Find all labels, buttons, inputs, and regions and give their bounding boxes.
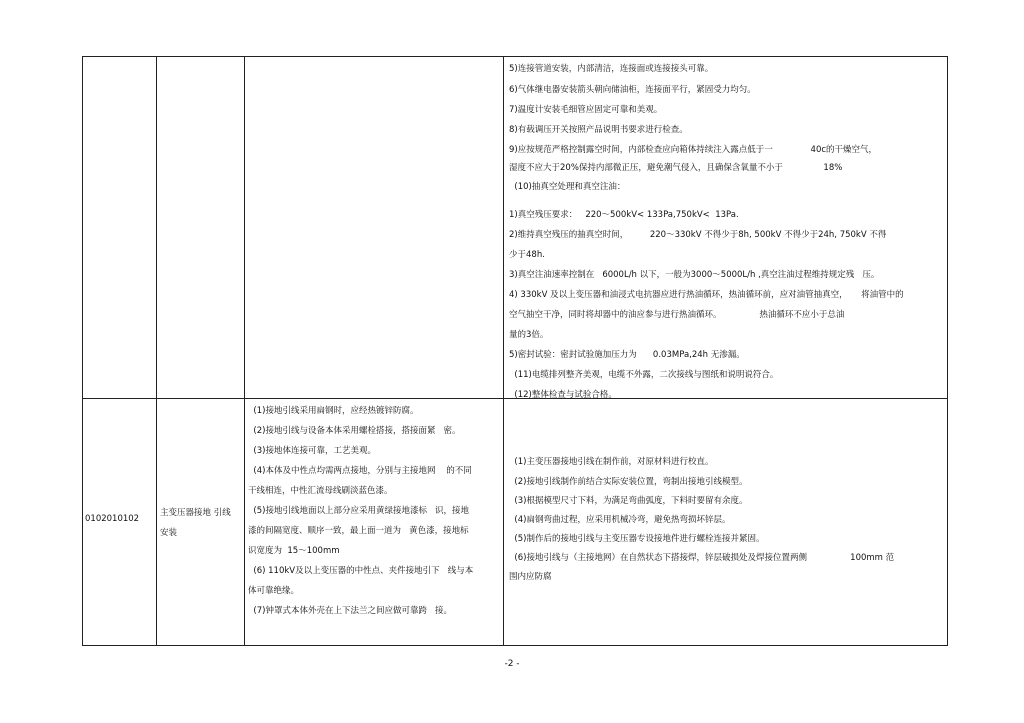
- text-line: (2)接地引线与设备本体采用螺栓搭接，搭接面紧 密。: [248, 426, 461, 436]
- text-line: (2)接地引线制作前结合实际安装位置，弯制出接地引线模型。: [509, 477, 748, 487]
- text-line: 围内应防腐: [509, 572, 552, 582]
- text-line: 2)维持真空残压的抽真空时间， 220～330kV 不得少于8h, 500kV 不得少于24h, 750kV 不得: [509, 230, 887, 240]
- text-line: (10)抽真空处理和真空注油：: [509, 182, 626, 192]
- text-line: (7)钟罩式本体外壳在上下法兰之间应做可靠跨 接。: [248, 606, 453, 616]
- text-line: (6)接地引线与（主接地网）在自然状态下搭接焊，锌层破损处及焊接位置两侧 100mm 范: [509, 553, 895, 563]
- text-line: 5)密封试验：密封试验施加压力为 0.03MPa,24h 无渗漏。: [509, 350, 745, 360]
- text-line: 漆的间隔宽度、顺序一致，最上面一道为 黄色漆，接地标: [248, 526, 469, 536]
- text-line: (6) 110kV及以上变压器的中性点、夹件接地引下 线与本: [248, 566, 474, 576]
- text-line: (5)接地引线地面以上部分应采用黄绿接地漆标 识，接地: [248, 506, 470, 516]
- text-line: 3)真空注油速率控制在 6000L/h 以下，一般为3000～5000L/h ,真空注油过程维持规定残 压。: [509, 270, 880, 280]
- text-line: 8)有载调压开关按照产品说明书要求进行检查。: [509, 125, 688, 135]
- text-line: (4)本体及中性点均需两点接地，分别与主接地网 的不同: [248, 466, 472, 476]
- text-line: 体可靠绝缘。: [248, 586, 300, 596]
- text-line: 5)连接管道安装，内部清洁，连接面或连接接头可靠。: [509, 64, 714, 74]
- text-line: (3)根据模型尺寸下料，为满足弯曲弧度，下料时要留有余度。: [509, 496, 748, 506]
- item-name-line: 主变压器接地 引线: [160, 508, 231, 518]
- text-line: 1)真空残压要求： 220～500kV< 133Pa,750kV< 13Pa.: [509, 210, 739, 220]
- text-line: (3)接地体连接可靠，工艺美观。: [248, 446, 376, 456]
- text-line: 湿度不应大于20%保持内部微正压，避免潮气侵入，且确保含氧量不小于 18%: [509, 163, 843, 173]
- text-line: (11)电缆排列整齐美观，电缆不外露，二次接线与图纸和说明说符合。: [509, 370, 779, 380]
- text-line: 干线相连，中性汇流母线刷淡蓝色漆。: [248, 486, 393, 496]
- text-line: 4) 330kV 及以上变压器和油浸式电抗器应进行热油循环，热油循环前，应对油管抽真空， 将油管中的: [509, 290, 904, 300]
- page-number: -2 -: [504, 659, 520, 669]
- text-line: (4)扁钢弯曲过程，应采用机械冷弯，避免热弯损坏锌层。: [509, 515, 731, 525]
- table-row: [82, 398, 948, 645]
- text-line: 空气抽空干净，同时将却器中的油应参与进行热油循环。 热油循环不应小于总油: [509, 310, 845, 320]
- table-border-bottom: [82, 645, 948, 646]
- text-line: (5)制作后的接地引线与主变压器专设接地件进行螺栓连接并紧固。: [509, 534, 765, 544]
- text-line: (12)整体检查与试验合格。: [509, 390, 617, 400]
- text-line: 9)应按规范严格控制露空时间，内部检查应向箱体持续注入露点低于一 40c的干燥空气，: [509, 145, 878, 155]
- text-line: 7)温度计安装毛细管应固定可靠和美观。: [509, 105, 663, 115]
- text-line: 识宽度为 15～100mm: [248, 546, 340, 556]
- item-name-line: 安装: [160, 528, 178, 538]
- text-line: 6)气体继电器安装箭头朝向储油柜，连接面平行，紧固受力均匀。: [509, 85, 756, 95]
- item-code: 0102010102: [85, 514, 140, 524]
- text-line: (1)主变压器接地引线在制作前，对原材料进行校直。: [509, 457, 714, 467]
- text-line: 少于48h.: [509, 250, 545, 260]
- spec-table: [82, 56, 948, 646]
- text-line: (1)接地引线采用扁钢时，应经热镀锌防腐。: [248, 406, 419, 416]
- text-line: 量的3倍。: [509, 330, 549, 340]
- table-row: [82, 56, 948, 398]
